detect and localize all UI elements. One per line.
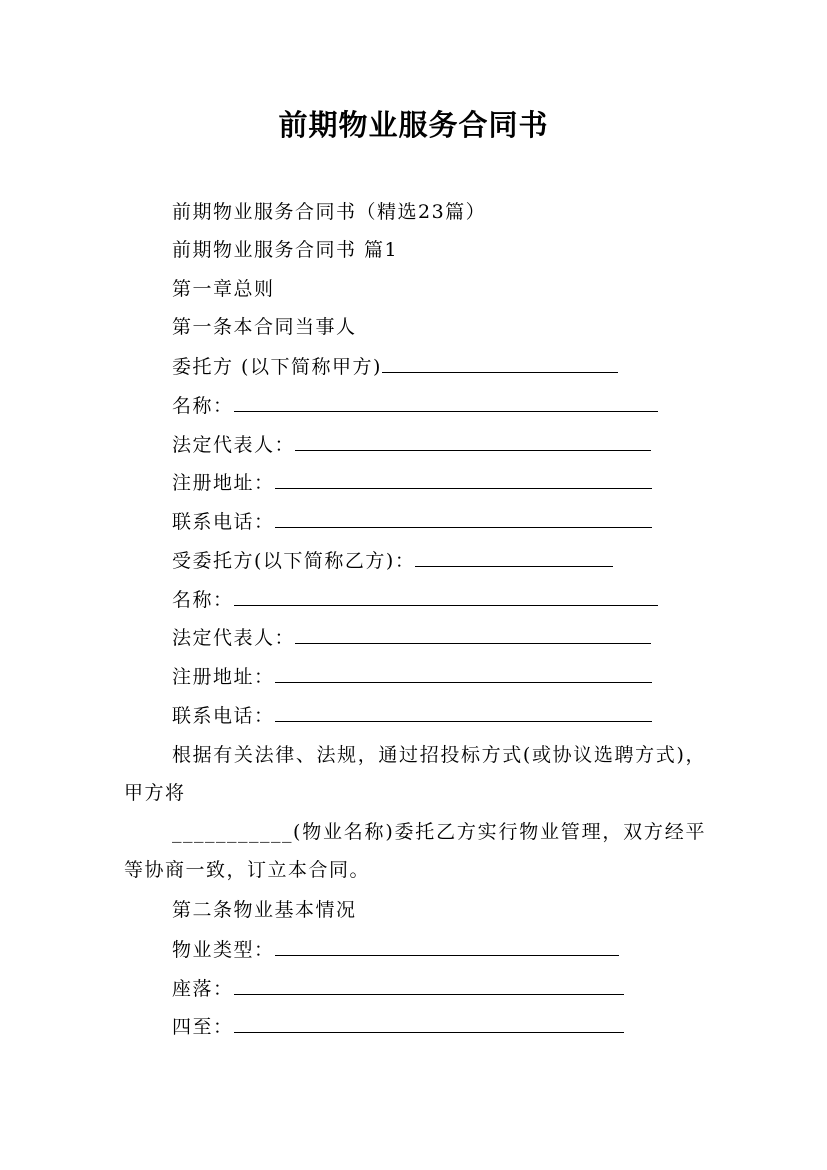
- party-a-name-blank[interactable]: [234, 393, 658, 412]
- party-b-name-label: 名称：: [172, 589, 234, 611]
- location-label: 座落：: [172, 978, 234, 1000]
- document-title: 前期物业服务合同书: [278, 108, 549, 142]
- party-b-addr-line: [172, 664, 652, 689]
- party-a-addr-line: [172, 470, 652, 495]
- paragraph-basis: 根据有关法律、法规，通过招投标方式(或协议选聘方式)，甲方将: [124, 744, 706, 804]
- location-line: [172, 976, 624, 1001]
- party-b-addr-blank[interactable]: [275, 664, 652, 683]
- property-name-blank[interactable]: ___________: [172, 821, 293, 843]
- party-b-rep-line: [172, 625, 651, 650]
- party-b-rep-blank[interactable]: [295, 625, 651, 644]
- party-a-rep-blank[interactable]: [295, 432, 651, 451]
- paragraph-entrust-text: (物业名称)委托乙方实行物业管理，双方经平等协商一致，订立本合同。: [124, 821, 706, 881]
- article-one-heading: 第一条本合同当事人: [172, 316, 357, 338]
- party-b-label: 受委托方(以下简称乙方)：: [172, 550, 416, 572]
- party-a-addr-label: 注册地址：: [172, 472, 275, 494]
- property-type-blank[interactable]: [275, 937, 619, 956]
- party-b-line: [172, 548, 613, 573]
- paragraph-entrust: [124, 813, 706, 889]
- party-b-phone-line: [172, 703, 652, 728]
- party-a-phone-line: [172, 509, 652, 534]
- property-type-line: [172, 937, 619, 962]
- document-subtitle: 前期物业服务合同书（精选23篇）: [172, 201, 487, 223]
- boundary-label: 四至：: [172, 1016, 234, 1038]
- location-blank[interactable]: [234, 976, 624, 995]
- boundary-line: [172, 1014, 624, 1039]
- party-b-phone-blank[interactable]: [275, 703, 652, 722]
- party-a-rep-label: 法定代表人：: [172, 434, 296, 456]
- party-b-addr-label: 注册地址：: [172, 666, 275, 688]
- party-a-blank[interactable]: [382, 354, 618, 373]
- party-a-label: 委托方 (以下简称甲方): [172, 356, 382, 378]
- party-a-line: [172, 354, 618, 379]
- party-a-rep-line: [172, 432, 651, 457]
- party-b-rep-label: 法定代表人：: [172, 627, 296, 649]
- boundary-blank[interactable]: [234, 1014, 624, 1033]
- party-a-name-line: [172, 393, 658, 418]
- party-a-addr-blank[interactable]: [275, 470, 652, 489]
- party-b-name-blank[interactable]: [234, 587, 658, 606]
- party-b-name-line: [172, 587, 658, 612]
- party-b-phone-label: 联系电话：: [172, 705, 275, 727]
- party-a-phone-blank[interactable]: [275, 509, 652, 528]
- chapter-one-heading: 第一章总则: [172, 278, 275, 300]
- chapter-heading: 前期物业服务合同书 篇1: [172, 239, 399, 261]
- property-type-label: 物业类型：: [172, 939, 275, 961]
- party-b-blank[interactable]: [415, 548, 613, 567]
- party-a-phone-label: 联系电话：: [172, 511, 275, 533]
- party-a-name-label: 名称：: [172, 395, 234, 417]
- article-two-heading: 第二条物业基本情况: [172, 899, 357, 921]
